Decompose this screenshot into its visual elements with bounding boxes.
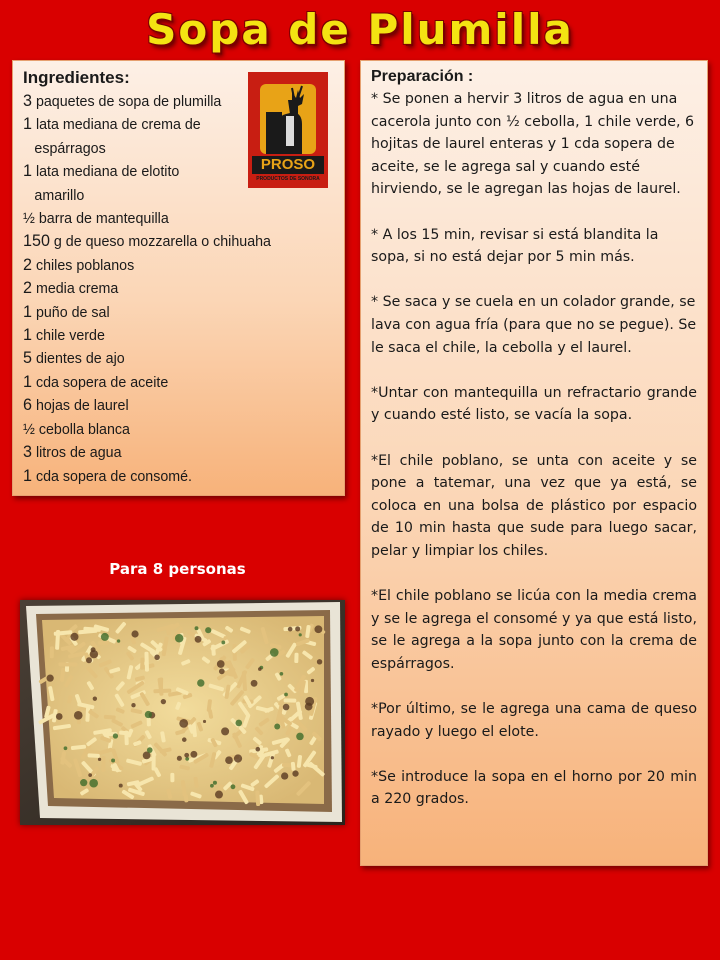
ingredient-item xyxy=(23,465,318,488)
ingredient-item xyxy=(23,347,318,370)
ingredient-qty: 150 xyxy=(23,231,50,251)
preparation-step: *Se introduce la sopa en el horno por 20 min a 220 grados. xyxy=(371,768,697,808)
ingredient-text: litros de agua xyxy=(31,444,122,462)
ingredient-item xyxy=(23,207,318,230)
ingredient-text: ½ cebolla blanca xyxy=(23,420,130,438)
preparation-heading: Preparación : xyxy=(371,68,474,85)
preparation-steps xyxy=(371,88,697,811)
ingredient-item xyxy=(23,394,318,417)
preparation-step: *Por último, se le agrega una cama de queso rayado y luego el elote. xyxy=(371,701,697,740)
ingredient-item xyxy=(23,254,318,277)
proso-logo xyxy=(248,72,328,188)
ingredient-item xyxy=(23,324,318,347)
ingredient-qty: 1 xyxy=(23,325,32,345)
ingredient-qty: 3 xyxy=(23,91,32,110)
ingredient-qty: 1 xyxy=(23,465,32,485)
ingredient-qty: 1 xyxy=(23,114,32,134)
ingredient-qty: 6 xyxy=(23,395,32,415)
ingredient-qty: 1 xyxy=(23,161,32,181)
ingredient-text: paquetes de sopa de plumilla xyxy=(31,93,222,110)
ingredient-item xyxy=(23,230,318,253)
ingredient-item xyxy=(23,277,318,300)
ingredient-item xyxy=(23,441,318,464)
ingredient-text: hojas de laurel xyxy=(31,397,129,415)
baked-pasta-photo xyxy=(20,600,345,825)
logo-tagline: PRODUCTOS DE SONORA xyxy=(256,176,320,182)
pasta-dish-image xyxy=(20,600,345,825)
page-title: Sopa de Plumilla xyxy=(146,5,574,54)
ingredient-text: lata mediana de crema de xyxy=(31,116,201,134)
servings-label: Para 8 personas xyxy=(109,560,246,578)
logo-brand: PROSO xyxy=(260,156,316,173)
preparation-step: *El chile poblano se licúa con la media crema y se le agrega el consomé y ya que está listo, se le agrega a la sopa junto con la crema de espárragos. xyxy=(371,588,697,672)
ingredient-item xyxy=(23,418,318,441)
ingredient-item xyxy=(23,301,318,324)
ingredient-text: chiles poblanos xyxy=(31,256,135,274)
ingredient-text: dientes de ajo xyxy=(31,350,125,368)
ingredient-text: ½ barra de mantequilla xyxy=(23,210,169,228)
ingredients-heading: Ingredientes: xyxy=(23,68,130,87)
ingredient-text: chile verde xyxy=(31,327,105,345)
ingredient-text: media crema xyxy=(31,280,119,298)
ingredient-item xyxy=(23,371,318,394)
ingredient-text: amarillo xyxy=(34,186,85,204)
ingredient-qty: 2 xyxy=(23,254,32,274)
ingredient-qty: 1 xyxy=(23,301,32,321)
ingredient-qty: 5 xyxy=(23,348,32,368)
preparation-card xyxy=(360,60,708,866)
ingredient-qty: 2 xyxy=(23,278,32,298)
ingredient-text: cda sopera de aceite xyxy=(31,373,169,391)
ingredient-text: g de queso mozzarella o chihuaha xyxy=(49,233,271,251)
ingredient-qty: 3 xyxy=(23,442,32,462)
preparation-step: * A los 15 min, revisar si está blandita la sopa, si no está dejar por 5 min más. xyxy=(371,226,659,266)
ingredient-text: puño de sal xyxy=(31,303,110,321)
ingredient-text: espárragos xyxy=(34,139,106,157)
ingredient-text: lata mediana de elotito xyxy=(31,163,180,181)
preparation-step: *El chile poblano, se unta con aceite y se pone a tatemar, una vez que ya está, se coloca en una bolsa de plástico por espacio de 10 min hasta que sude para luego sacar, pelar y limpiar los chiles. xyxy=(371,452,697,559)
ingredient-qty: 1 xyxy=(23,371,32,391)
ingredient-text: cda sopera de consomé. xyxy=(31,467,193,485)
preparation-step: *Untar con mantequilla un refractario grande y cuando esté listo, se vacía la sopa. xyxy=(371,384,697,424)
preparation-step: * Se saca y se cuela en un colador grande, se lava con agua fría (para que no se pegue). Se le saca el chile, la cebolla y el laurel. xyxy=(371,294,697,356)
preparation-step: * Se ponen a hervir 3 litros de agua en una cacerola junto con ½ cebolla, 1 chile verde, 6 hojitas de laurel enteras y 1 cda sopera de aceite, se le agrega sal y cuando esté hirviendo, se le agregan las hojas de laurel. xyxy=(371,91,695,198)
